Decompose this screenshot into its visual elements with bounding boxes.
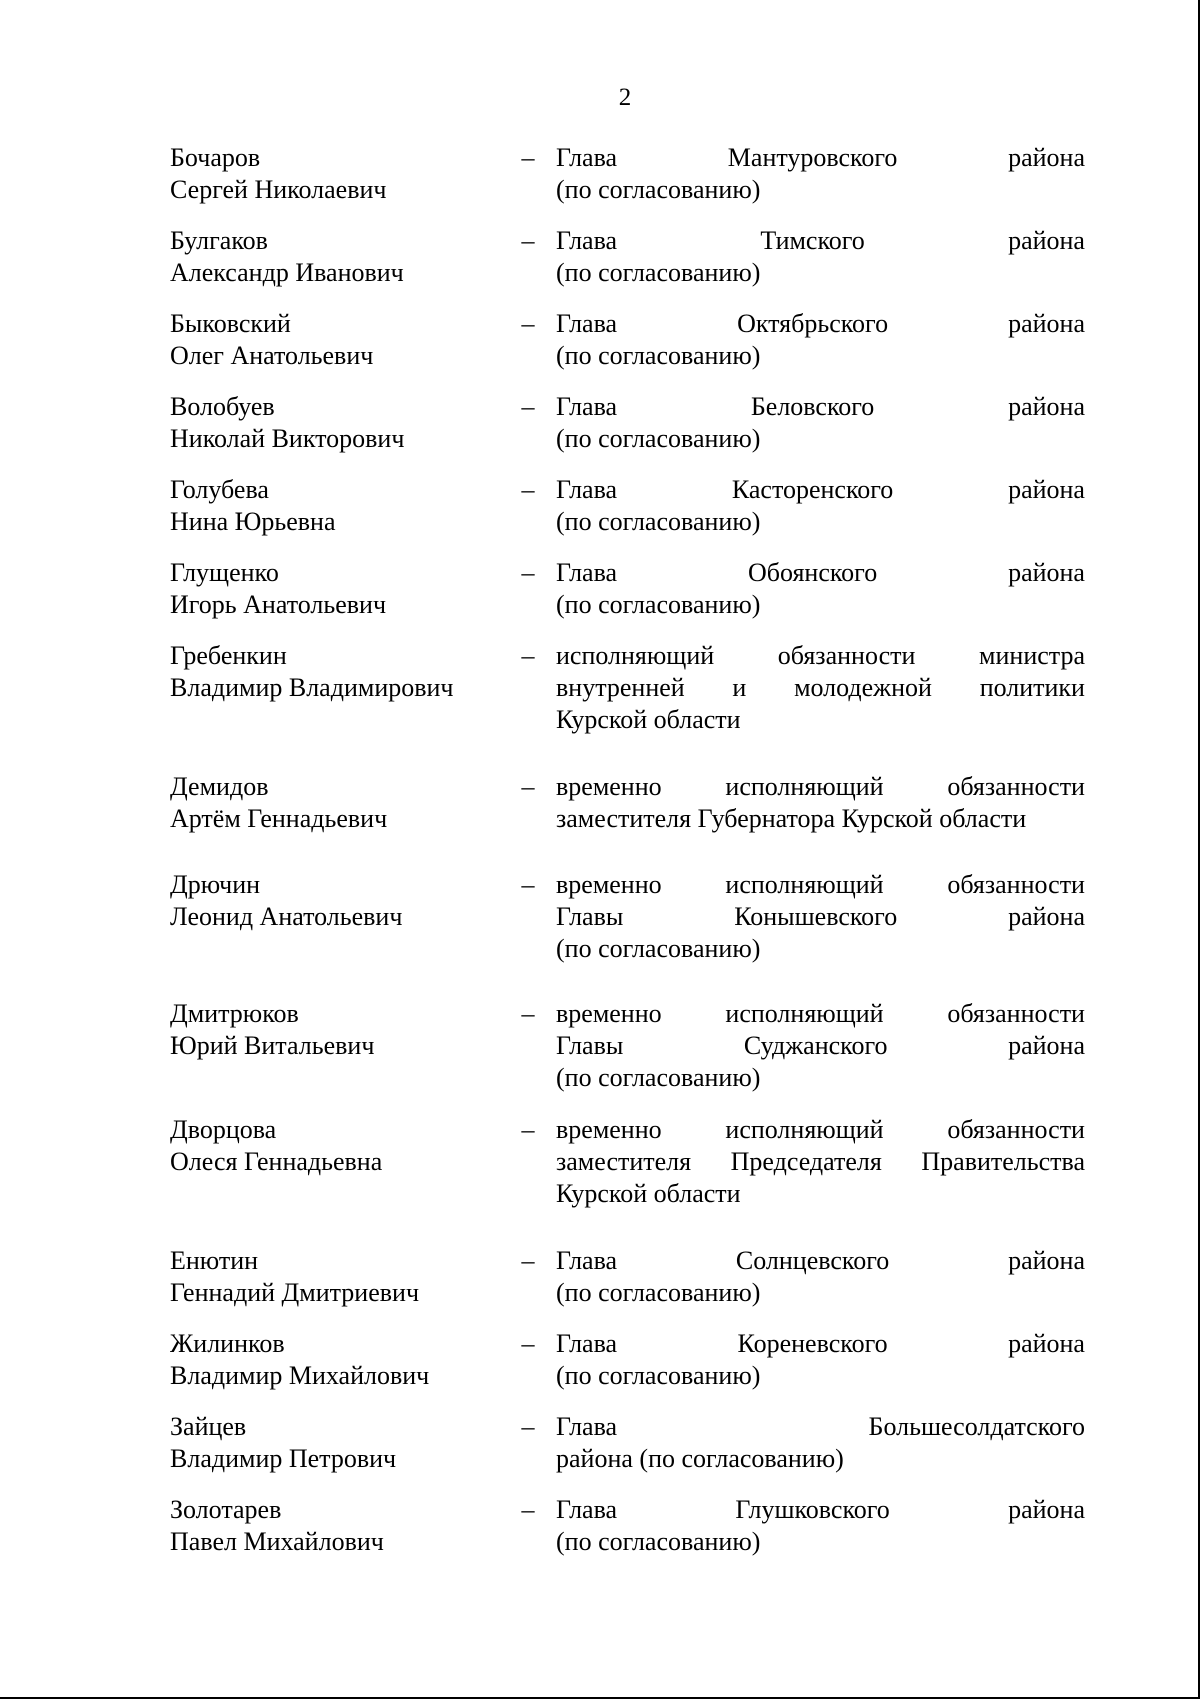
position-word: исполняющий <box>725 1115 884 1144</box>
surname: Зайцев <box>170 1412 247 1441</box>
position-word: Беловского <box>750 392 875 421</box>
surname: Дворцова <box>170 1115 277 1144</box>
position-word: временно <box>556 999 662 1028</box>
position-word: Глава <box>556 558 618 587</box>
person-name <box>170 557 510 621</box>
given-names: Леонид Анатольевич <box>170 902 403 931</box>
position-text <box>556 640 1085 736</box>
given-names: Сергей Николаевич <box>170 175 387 204</box>
position-word: Главы <box>556 902 624 931</box>
given-names: Владимир Михайлович <box>170 1361 430 1390</box>
position-text <box>556 474 1085 538</box>
position-word: политики <box>979 673 1085 702</box>
position-word: района <box>1008 1246 1085 1275</box>
position-word: Суджанского <box>743 1031 888 1060</box>
position-word: Конышевского <box>734 902 898 931</box>
position-line: (по согласованию) <box>556 1361 761 1390</box>
dash: – <box>521 1246 535 1275</box>
person-name <box>170 771 510 835</box>
position-line: (по согласованию) <box>556 1278 761 1307</box>
position-word: и <box>732 673 747 702</box>
dash: – <box>521 558 535 587</box>
position-text <box>556 1411 1085 1475</box>
position-word: Глава <box>556 1495 618 1524</box>
surname: Гребенкин <box>170 641 287 670</box>
given-names: Олег Анатольевич <box>170 341 374 370</box>
position-word: обязанности <box>947 772 1085 801</box>
person-name <box>170 869 510 933</box>
surname: Золотарев <box>170 1495 282 1524</box>
surname: Жилинков <box>170 1329 285 1358</box>
position-text <box>556 1114 1085 1210</box>
position-line: (по согласованию) <box>556 507 761 536</box>
position-word: Глава <box>556 1246 618 1275</box>
person-name <box>170 1245 510 1309</box>
position-word: временно <box>556 1115 662 1144</box>
position-word: района <box>1008 1031 1085 1060</box>
position-word: Глава <box>556 226 618 255</box>
person-name <box>170 1328 510 1392</box>
position-text <box>556 142 1085 206</box>
position-word: исполняющий <box>725 772 884 801</box>
given-names: Николай Викторович <box>170 424 405 453</box>
position-word: Кореневского <box>737 1329 888 1358</box>
position-word: обязанности <box>947 1115 1085 1144</box>
surname: Глущенко <box>170 558 279 587</box>
position-word: временно <box>556 772 662 801</box>
position-text <box>556 1328 1085 1392</box>
position-word: Мантуровского <box>727 143 898 172</box>
person-name <box>170 391 510 455</box>
given-names: Нина Юрьевна <box>170 507 336 536</box>
surname: Волобуев <box>170 392 275 421</box>
position-line: (по согласованию) <box>556 934 761 963</box>
given-names: Александр Иванович <box>170 258 404 287</box>
dash: – <box>521 870 535 899</box>
position-word: Глава <box>556 1412 618 1441</box>
position-line: (по согласованию) <box>556 424 761 453</box>
position-line: (по согласованию) <box>556 258 761 287</box>
person-name <box>170 998 510 1062</box>
given-names: Артём Геннадьевич <box>170 804 388 833</box>
position-word: Глава <box>556 392 618 421</box>
surname: Быковский <box>170 309 291 338</box>
position-word: Касторенского <box>731 475 894 504</box>
position-text <box>556 391 1085 455</box>
surname: Дрючин <box>170 870 261 899</box>
surname: Дмитрюков <box>170 999 299 1028</box>
position-word: обязанности <box>947 999 1085 1028</box>
surname: Булгаков <box>170 226 268 255</box>
person-name <box>170 1114 510 1178</box>
dash: – <box>521 309 535 338</box>
position-line: района (по согласованию) <box>556 1444 844 1473</box>
position-word: исполняющий <box>556 641 715 670</box>
position-word: Октябрьского <box>737 309 889 338</box>
given-names: Олеся Геннадьевна <box>170 1147 383 1176</box>
surname: Голубева <box>170 475 269 504</box>
position-word: Обоянского <box>747 558 878 587</box>
position-word: района <box>1008 1495 1085 1524</box>
person-name <box>170 1494 510 1558</box>
position-word: Тимского <box>760 226 865 255</box>
dash: – <box>521 143 535 172</box>
position-line: Курской области <box>556 705 741 734</box>
position-word: района <box>1008 392 1085 421</box>
position-line: (по согласованию) <box>556 590 761 619</box>
given-names: Павел Михайлович <box>170 1527 384 1556</box>
position-line: (по согласованию) <box>556 1527 761 1556</box>
position-word: Глава <box>556 1329 618 1358</box>
position-text <box>556 1245 1085 1309</box>
person-name <box>170 308 510 372</box>
given-names: Игорь Анатольевич <box>170 590 387 619</box>
position-text <box>556 1494 1085 1558</box>
position-word: министра <box>979 641 1085 670</box>
position-word: обязанности <box>947 870 1085 899</box>
position-word: Глава <box>556 309 618 338</box>
dash: – <box>521 1412 535 1441</box>
position-word: молодежной <box>794 673 932 702</box>
person-name <box>170 1411 510 1475</box>
person-name <box>170 474 510 538</box>
position-word: внутренней <box>556 673 685 702</box>
position-line: (по согласованию) <box>556 1063 761 1092</box>
position-word: Солнцевского <box>735 1246 890 1275</box>
given-names: Владимир Владимирович <box>170 673 454 702</box>
page-number: 2 <box>618 84 632 111</box>
position-word: Глушковского <box>735 1495 890 1524</box>
dash: – <box>521 475 535 504</box>
surname: Демидов <box>170 772 269 801</box>
position-word: исполняющий <box>725 999 884 1028</box>
dash: – <box>521 999 535 1028</box>
position-line: (по согласованию) <box>556 175 761 204</box>
position-text <box>556 869 1085 965</box>
position-line: заместителя Губернатора Курской области <box>556 804 1027 833</box>
dash: – <box>521 641 535 670</box>
position-text <box>556 998 1085 1094</box>
dash: – <box>521 1329 535 1358</box>
position-word: района <box>1008 309 1085 338</box>
position-word: района <box>1008 143 1085 172</box>
position-word: района <box>1008 558 1085 587</box>
position-word: района <box>1008 902 1085 931</box>
position-word: Глава <box>556 475 618 504</box>
dash: – <box>521 1115 535 1144</box>
position-text <box>556 771 1085 835</box>
position-word: района <box>1008 226 1085 255</box>
dash: – <box>521 226 535 255</box>
position-word: Большесолдатского <box>868 1412 1085 1441</box>
given-names: Геннадий Дмитриевич <box>170 1278 420 1307</box>
position-word: Главы <box>556 1031 624 1060</box>
position-word: Правительства <box>921 1147 1085 1176</box>
position-text <box>556 557 1085 621</box>
given-names: Владимир Петрович <box>170 1444 397 1473</box>
surname: Енютин <box>170 1246 259 1275</box>
position-word: Председателя <box>730 1147 882 1176</box>
person-name <box>170 225 510 289</box>
position-word: исполняющий <box>725 870 884 899</box>
given-names: Юрий Витальевич <box>170 1031 375 1060</box>
surname: Бочаров <box>170 143 261 172</box>
dash: – <box>521 772 535 801</box>
position-word: Глава <box>556 143 618 172</box>
dash: – <box>521 392 535 421</box>
position-word: района <box>1008 1329 1085 1358</box>
person-name <box>170 142 510 206</box>
position-text <box>556 308 1085 372</box>
dash: – <box>521 1495 535 1524</box>
position-line: Курской области <box>556 1179 741 1208</box>
position-word: заместителя <box>556 1147 692 1176</box>
position-text <box>556 225 1085 289</box>
position-word: временно <box>556 870 662 899</box>
person-name <box>170 640 510 704</box>
position-word: района <box>1008 475 1085 504</box>
position-line: (по согласованию) <box>556 341 761 370</box>
position-word: обязанности <box>777 641 916 670</box>
